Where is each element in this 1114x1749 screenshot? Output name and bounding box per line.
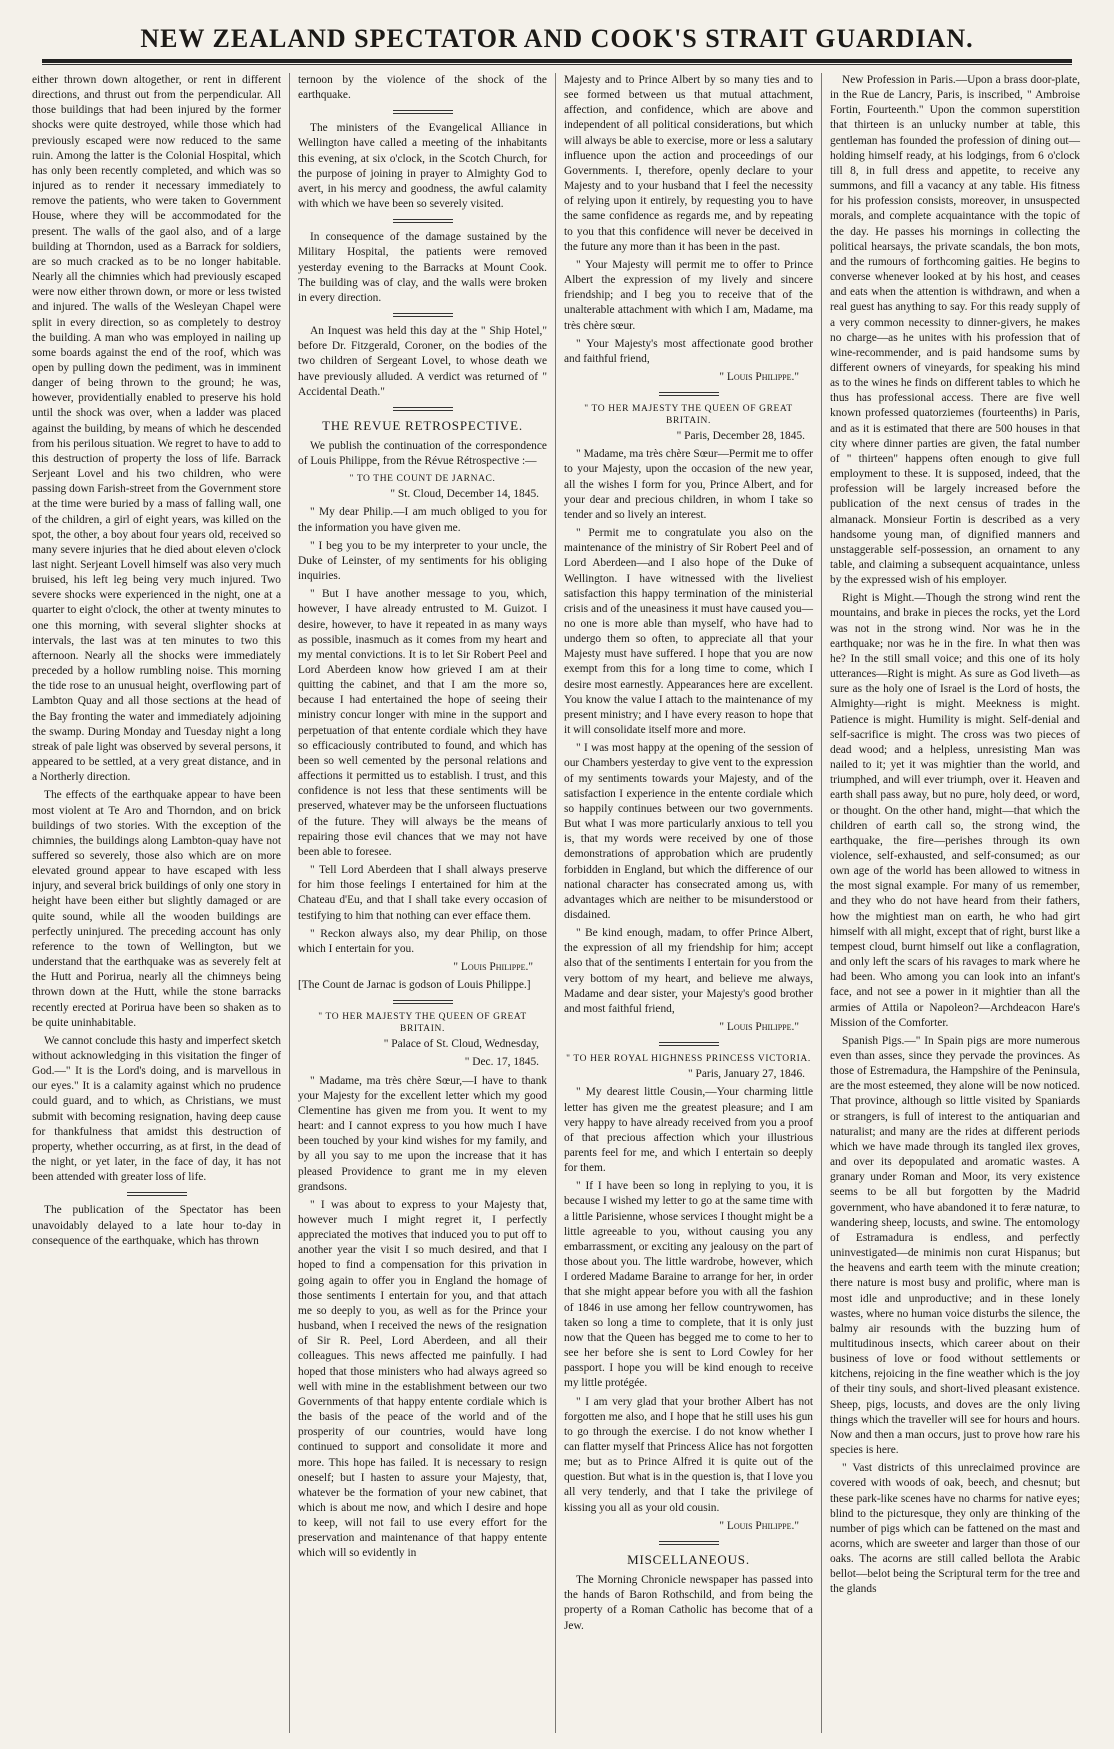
letter-addressee: " TO HER ROYAL HIGHNESS PRINCESS VICTORIA.	[566, 1054, 811, 1065]
evangelical-alliance-notice: The ministers of the Evangelical Alliance in Wellington have called a meeting of the inhabitants this evening, at six o'clock, in the Scotch Church, for the purpose of joining in prayer to Almighty God to avert, in his mercy and goodness, the awful calamity with which we have been so severely visited.	[298, 122, 547, 211]
letter-signature: " Louis Philippe."	[453, 960, 533, 973]
letter-signature: " Louis Philippe."	[719, 370, 799, 383]
letter-paragraph: " But I have another message to you, which, however, I have already entrusted to M. Guizot. I desire, however, to have it repeated in as many ways as possible, inasmuch as it comes from my heart and my mental convictions. It is to let Sir Robert Peel and Lord Aberdeen know how grieved I am at their quitting the cabinet, and that I am the more so, because I had entertained the hope of seeing their ministry concur longer with mine in the support and perpetuation of that entente cordiale which they have so efficaciously contributed to found, and which has been so well cemented by the personal relations and affections it permitted us to establish. I trust, and this confidence is not less that these sentiments will be preserved, whatever may be the unforseen fluctuations of the future. They will always be the means of repairing those evil chances that we may not have been able to foresee.	[298, 588, 547, 858]
right-is-might-article: Right is Might.—Though the strong wind rent the mountains, and brake in pieces the rocks, yet the Lord was not in the strong wind. Nor was he in the earthquake; nor was he in the fire. In what then was he? In the still small voice; and this one of its holy utterances—Right is might. As sure as God liveth—as sure as the holy one of Israel is the Lord of hosts, the Almighty—right is might. Meekness is might. Patience is might. Humility is might. Self-denial and self-sacrifice is might. The cross was two pieces of dead wood; and a helpless, unresisting Man was nailed to it; yet it was mightier than the world, and triumphed, and will ever triumph, over it. Heaven and earth shall pass away, but no pure, holy deed, or word, or thought. On the other hand, might—that which the children of earth call so, the strong wind, the earthquake, the fire—perishes through its own violence, self-exhausted, and self-consumed; as our own age of the world has been allowed to witness in the most signal example. For many of us remember, and they who do not have heard from their fathers, how the mightiest man on earth, he who had girt himself with all might, except that of right, burst like a tempest cloud, burnt himself out like a conflagration, and only left the scars of his ravages to mark where he had been. Who among you can look into an infant's face, and not see a power in it mightier than all the armies of Attila or Napoleon?—Archdeacon Hare's Mission of the Comforter.	[830, 592, 1080, 1029]
spanish-pigs-continuation: " Vast districts of this unreclaimed province are covered with woods of oak, beech, and chesnut; but these park-like scenes have no charms for native eyes; blind to the picturesque, they only are thinking of the number of pigs which can be fattened on the mast and acorns, which are sweeter and larger than those of our oaks. The acorns are still called bellota the Arabic bellot—belot being the Scriptural term for the tree and the glands	[830, 1462, 1080, 1596]
column-separator	[127, 1192, 187, 1196]
letter-paragraph: " I was most happy at the opening of the session of our Chambers yesterday to give vent to the expression of my sentiments towards your Majesty, and of the satisfaction I experience in the entente cordiale which so happily continues between our two governments. But what I was more particularly anxious to tell you is, that my words were received by one of those demonstrations of approbation which are prudently forbidden in England, but which the difference of our national character has consecrated among us, with advantages which are neither to be misunderstood or disdained.	[564, 742, 813, 921]
letter-paragraph: " I am very glad that your brother Albert has not forgotten me also, and I hope that he still uses his gun to go through the exercise. I do not know whether I can flatter myself that Princess Alice has not forgotten me; but as to Prince Alfred it is quite out of the question. But what is in the question is, that I love you all very tenderly, and that I take the privilege of kissing you all as your old cousin.	[564, 1395, 813, 1514]
section-heading-revue: THE REVUE RETROSPECTIVE.	[322, 417, 523, 433]
letter-dateline: " Palace of St. Cloud, Wednesday,	[383, 1038, 539, 1051]
letter-paragraph: " Your Majesty will permit me to offer to Prince Albert the expression of my lively and sincere friendship; and I beg you to receive that of the unalterable attachment with which I am, Madame, ma très chère sœur.	[564, 258, 813, 332]
column-separator	[393, 407, 453, 411]
column-2	[290, 73, 556, 1733]
revue-intro: We publish the continuation of the correspondence of Louis Philippe, from the Révue Rétrospective :—	[298, 439, 547, 468]
letter-signature: " Louis Philippe."	[719, 1519, 799, 1532]
letter-paragraph: " Madame, ma très chère Sœur,—I have to thank your Majesty for the excellent letter which my good Clementine has given me from you. It went to my heart: and I cannot express to you how much I have been touched by your kind wishes for my family, and by all you say to me upon the increase that it has pleased Providence to grant me in my eleven grandsons.	[298, 1074, 547, 1193]
masthead-title: NEW ZEALAND SPECTATOR AND COOK'S STRAIT GUARDIAN.	[140, 24, 974, 53]
letter-paragraph: " Reckon always also, my dear Philip, on those which I entertain for you.	[298, 927, 547, 955]
spanish-pigs-article: Spanish Pigs.—" In Spain pigs are more numerous even than asses, since they pervade the provinces. As those of Estremadura, the Hampshire of the Peninsula, are the most esteemed, they alone will be now noticed. That province, although so little visited by Spaniards or strangers, is full of interest to the antiquarian and naturalist; and many are the rides at different periods which we have made through its tangled ilex groves, and over its depopulated and aromatic wastes. A granary under Roman and Moor, its very existence seems to be all but forgotten by the Madrid government, who have abandoned it to feræ naturæ, to wandering sheep, locusts, and swine. The entomology of Estramadura is endless, and perfectly uninvestigated—de minimis non curat Hispanus; but the heavens and earth teem with the minute creation; there nature is most busy and prolific, where man is most idle and unproductive; and in these lonely wastes, where no human voice disturbs the silence, the balmy air resounds with the buzzing hum of multitudinous insects, which career about on their business of love or food without settlements or kitchens, rejoicing in the fine weather which is the joy of their tiny souls, and short-lived pleasant existence. Sheep, pigs, locusts, and doves are the only living things which the traveller will see for hours and hours. Now and then a man occurs, just to prove how rare his species is here.	[830, 1034, 1080, 1457]
letter-addressee: " TO THE COUNT DE JARNAC.	[349, 474, 496, 485]
letter-signature: " Louis Philippe."	[719, 1021, 799, 1034]
inquest-notice: An Inquest was held this day at the " Ship Hotel," before Dr. Fitzgerald, Coroner, on the bodies of the two children of Sergeant Lovel, to whose death we have previously alluded. A verdict was returned of " Accidental Death."	[298, 325, 547, 398]
letter-dateline: " Paris, December 28, 1845.	[676, 430, 805, 443]
letter-dateline: " St. Cloud, December 14, 1845.	[390, 488, 539, 501]
section-heading-miscellaneous: MISCELLANEOUS.	[627, 1551, 750, 1567]
column-separator	[393, 313, 453, 317]
letter-paragraph: " My dearest little Cousin,—Your charming little letter has given me the greatest pleasure; and I am very happy to have already received from you a proof of that precious affection which your illustrious parents feel for me, and which I entertain so deeply for them.	[564, 1086, 813, 1175]
column-separator	[659, 1541, 719, 1545]
letter-paragraph: " Permit me to congratulate you also on the maintenance of the ministry of Sir Robert Peel and of Lord Aberdeen—and I also hope of the Duke of Wellington. I have witnessed with the liveliest satisfaction this happy termination of the ministerial crisis and of the uneasiness it must have caused you—no one is more able than myself, who have had to undergo them so often, to appreciate all that your Majesty must have suffered. I hope that you are now exempt from this for a long time to come, which I desire most earnestly. Appearances here are excellent. You know the value I attach to the maintenance of my present ministry; and I have every reason to hope that it will consolidate itself more and more.	[564, 527, 813, 737]
letter-paragraph: " Madame, ma très chère Sœur—Permit me to offer to your Majesty, upon the occasion of the new year, all the wishes I form for you, Prince Albert, and for your dear and precious children, in whom I take so tender and so lively an interest.	[564, 448, 813, 521]
letter-paragraph: " I was about to express to your Majesty that, however much I might regret it, I perfectly appreciated the motives that induced you to put off to another year the visit I so much desired, and that I hoped to find a compensation for this privation in going again to offer you in England the homage of those sentiments I entertain for you, and that attach me so deeply to you, as well as for the Prince your husband, when I received the news of the resignation of Sir R. Peel, Lord Aberdeen, and all their colleagues. This news affected me painfully. I had hoped that those ministers who had always agreed so well with mine in the establishment between our two Governments of that happy entente cordiale which is the basis of the peace of the world and of the prosperity of our countries, would have long continued to support and consolidate it more and more. This hope has failed. It is necessary to resign oneself; but I hasten to assure your Majesty, that, whatever be the formation of your new cabinet, that which is about me now, and which I desire and hope to keep, will not fail to use every effort for the preservation and maintenance of that happy entente which will so evidently in	[298, 1198, 547, 1560]
letter-paragraph: " Your Majesty's most affectionate good brother and faithful friend,	[564, 337, 813, 365]
column-separator	[393, 219, 453, 223]
earthquake-effects-paragraph: The effects of the earthquake appear to have been most violent at Te Aro and Thorndon, and on brick buildings of two stories. With the exception of the chimnies, the buildings along Lambton-quay have not suffered so severely, those also which are on more elevated ground appear to have escaped with less injury, and several brick buildings of only one story in height have been either but slightly damaged or are quite sound, while all the wooden buildings are perfectly uninjured. The preceding account has only reference to the town of Wellington, but we understand that the earthquake was as severely felt at the Hutt and Porirua, nearly all the chimneys being thrown down at the Hutt, while the stone barracks recently erected at Porirua have been so shaken as to be quite uninhabitable.	[32, 789, 281, 1029]
letter-dateline: " Paris, January 27, 1846.	[688, 1068, 805, 1081]
editorial-note: [The Count de Jarnac is godson of Louis Philippe.]	[298, 979, 531, 992]
letter-addressee: " TO HER MAJESTY THE QUEEN OF GREAT BRITAIN.	[318, 1012, 527, 1035]
publication-delay-notice: The publication of the Spectator has been unavoidably delayed to a late hour to-day in consequence of the earthquake, which has thrown	[32, 1204, 281, 1247]
masthead-rule-thin	[42, 64, 1072, 65]
column-separator	[393, 1000, 453, 1004]
letter-paragraph: Majesty and to Prince Albert by so many ties and to see formed between us that mutual attachment, affection, and confidence, which are above and independent of all political considerations, but which will always be able to exercise, more or less a salutary influence upon the action and proceedings of our Governments. I, therefore, openly declare to your Majesty and to your husband that I feel the necessity of relying upon it entirely, by requesting you to have the same confidence as regards me, and by repeating to you that this confidence will never be deceived in the future any more than it has been in the past.	[564, 74, 813, 253]
column-4	[822, 73, 1088, 1733]
column-separator	[659, 392, 719, 396]
column-3	[556, 73, 822, 1733]
masthead-rule-thick	[42, 59, 1072, 63]
new-profession-article: New Profession in Paris.—Upon a brass door-plate, in the Rue de Lancry, Paris, is inscribed, " Ambroise Fortin, Fourteenth." Upon the common superstition that thirteen is an unlucky number at table, this gentleman has founded the profession of dining out—holding himself ready, at his lodgings, from 6 o'clock till 8, in full dress and appetite, to receive any summons, and fill a vacancy at any table. His fitness for his profession consists, moreover, in unsuspected morals, and complete acquaintance with the topic of the day. He passes his mornings in collecting the political hearsays, the private scandals, the bon mots, and the rumours of forthcoming gaities. He begins to converse whenever looked at by his host, and ceases and eats when the attention is withdrawn, and when a real guest has anything to say. For this ready supply of a very common necessity to dinner-givers, he makes no charge—as he unites with his profession that of wine-recommender, and is paid handsome sums by different owners of vineyards, for speaking his mind as to the wines he finds on different tables to which he thus has professional access. There are five well known professed quatorziemes (fourteenths) in Paris, and as it is estimated that there are 500 houses in that city where dinner parties are given, the fatal number of " thirteen" happens often enough to give full employment to these. It is supposed, indeed, that the profession will be largely increased before the publication of the next census of trades in the almanack. Monsieur Fortin is described as a very handsome young man, of dignified manners and unstaggerable self-possession, an ornament to any table, and claiming a subsequent acquaintance, unless by the expressed wish of his employer.	[830, 74, 1080, 587]
earthquake-report-paragraph: either thrown down altogether, or rent in different directions, and thrust out from the perpendicular. All those buildings that had been injured by the former shocks were quite destroyed, while those which had previously escaped were now reduced to the same ruin. Among the latter is the Colonial Hospital, which has only been recently completed, and which was so injured as to render it necessary immediately to remove the patients, who were taken to Government House, where they will be accommodated for the present. The walls of the gaol also, and of a large building at Thorndon, used as a Barrack for soldiers, are so much cracked as to be no longer habitable. Nearly all the chimnies which had previously escaped were now either thrown down, or more or less twisted and injured. The walls of the Wesleyan Chapel were split in every direction, so as completely to destroy the building. A man who was employed in nailing up some boards against the end of the roof, which was open by pulling down the pediment, was in imminent danger of being thrown to the ground; he was, however, providentially enabled to preserve his hold until the shock was over, when a ladder was placed against the building, by means of which he descended from his perilous situation. We regret to have to add to this destruction of property the loss of life. Barrack Serjeant Lovel and his two children, who were passing down Farish-street from the Government store at the time were buried by a mass of falling wall, one of the children, a girl of eight years, was killed on the spot, the other, a boy about four years old, received so many severe injuries that he died about eleven o'clock last night. Serjeant Lovell himself was also very much bruised, his left leg being very much injured. Two severe shocks were experienced in the night, one at a quarter to eight o'clock, the other at twenty minutes to one this morning, with several slighter shocks at intervals, the last was at ten minutes to two this afternoon. Nearly all the shocks were immediately preceded by a hollow rumbling noise. This morning the tide rose to an unusual height, overflowing part of Lambton Quay and all those sections at the head of the Bay fronting the water and immediately adjoining the swamp. During Monday and Tuesday night a long streak of pale light was observed by several persons, it appeared to be settled, at a very great distance, and in a Northerly direction.	[32, 74, 281, 784]
military-hospital-notice: In consequence of the damage sustained by the Military Hospital, the patients were removed yesterday evening to the Barracks at Mount Cook. The building was of clay, and the walls were broken in every direction.	[298, 231, 547, 304]
letter-paragraph: " I beg you to be my interpreter to your uncle, the Duke of Leinster, of my sentiments for his obliging inquiries.	[298, 539, 547, 583]
letter-addressee: " TO HER MAJESTY THE QUEEN OF GREAT BRITAIN.	[584, 404, 793, 427]
column-separator	[659, 1042, 719, 1046]
article-columns	[24, 73, 1090, 1733]
column-separator	[393, 110, 453, 114]
miscellaneous-item: The Morning Chronicle newspaper has passed into the hands of Baron Rothschild, and from being the property of a Roman Catholic has become that of a Jew.	[564, 1574, 813, 1632]
letter-paragraph: " Be kind enough, madam, to offer Prince Albert, the expression of all my friendship for him; accept also that of the sentiments I entertain for you from the very bottom of my heart, and believe me always, Madame and dear sister, your Majesty's good brother and most faithful friend,	[564, 927, 813, 1015]
letter-paragraph: " Tell Lord Aberdeen that I shall always preserve for him those feelings I entertained for him at the Chateau d'Eu, and that I shall take every occasion of testifying to him that nothing can ever efface them.	[298, 864, 547, 922]
earthquake-continuation: ternoon by the violence of the shock of the earthquake.	[298, 74, 547, 102]
letter-dateline: " Dec. 17, 1845.	[464, 1056, 539, 1069]
letter-paragraph: " If I have been so long in replying to you, it is because I wished my letter to go at the same time with a little Parisienne, whose services I thought might be a little agreeable to you, without causing you any embarrassment, or exciting any jealousy on the part of those about you. The little wardrobe, however, which I ordered Madame Baraine to arrange for her, in order that she might appear before you with all the fashion of 1846 in use among her fellow countrywomen, has taken so long a time to complete, that it is only just now that the Queen has begged me to come to her to see her before she is sent to Lord Cowley for her passport. I hope you will be kind enough to receive my little protégée.	[564, 1180, 813, 1390]
earthquake-reflection-paragraph: We cannot conclude this hasty and imperfect sketch without acknowledging in this visitation the finger of God.—" It is the Lord's doing, and is marvellous in our eyes." It is a calamity against which no prudence could guard, and to which, as Christians, we must submit with becoming resignation, having deep cause for thankfulness that amidst this destruction of property, whether occurring, as at first, in the dead of the night, or yet later, in the face of day, it has not been attended with greater loss of life.	[32, 1034, 281, 1184]
letter-paragraph: " My dear Philip.—I am much obliged to you for the information you have given me.	[298, 506, 547, 534]
column-1	[24, 73, 290, 1733]
